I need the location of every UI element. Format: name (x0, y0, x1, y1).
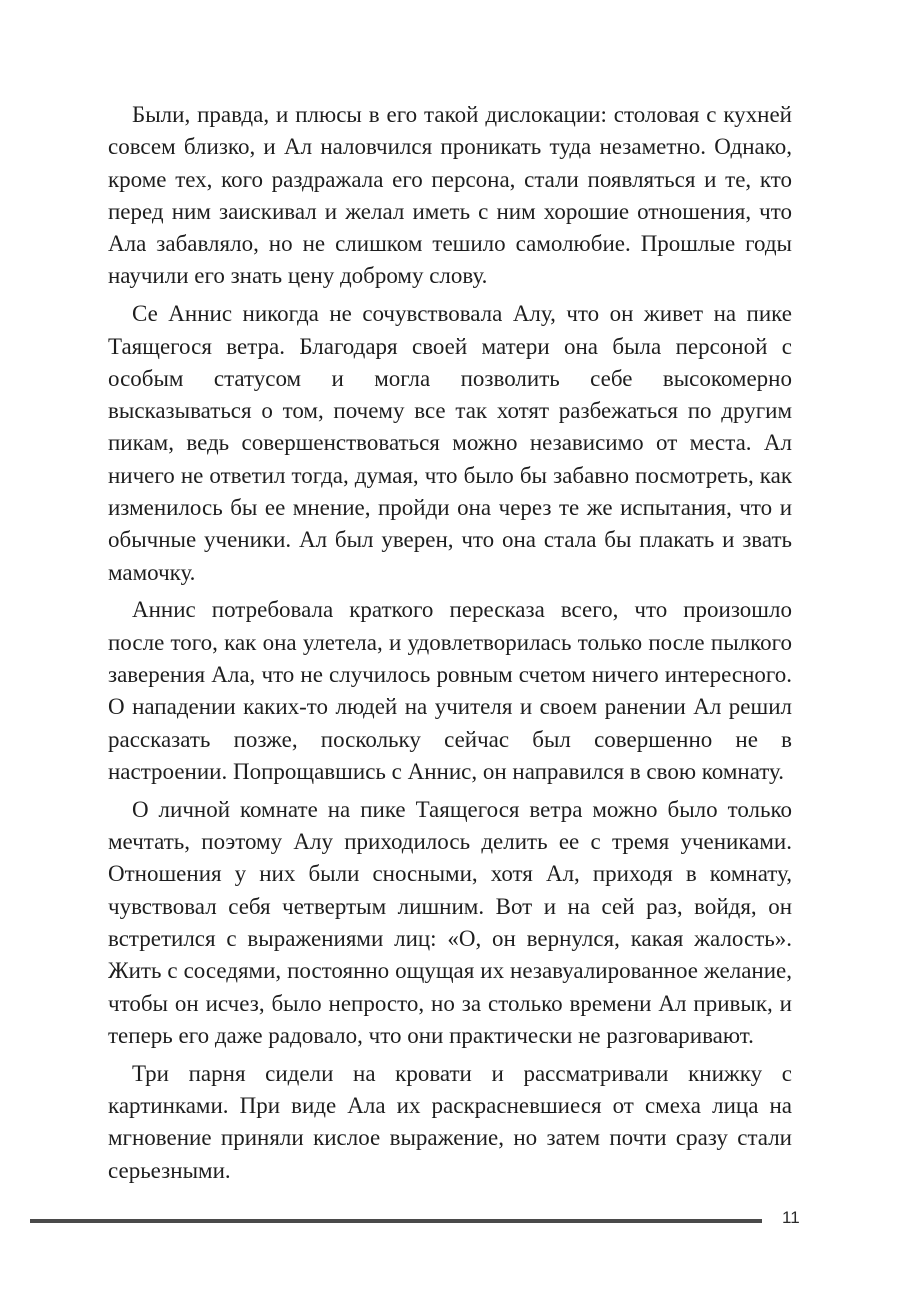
footer-rule (30, 1219, 762, 1223)
body-text (108, 99, 792, 1192)
paragraph-4: О личной комнате на пике Таящегося ветра можно было только мечтать, поэтому Алу приходилось делить ее с тремя учениками. Отношения у них были сносными, хотя Ал, приходя в комнату, чувствовал себя четвертым лишним. Вот и на сей раз, войдя, он встретился с выражениями лиц: «О, он вернулся, какая жалость». Жить с соседями, постоянно ощущая их незавуалированное желание, чтобы он исчез, было непросто, но за столько времени Ал привык, и теперь его даже радовало, что они практически не разговаривают. (108, 796, 792, 1048)
paragraph-3: Аннис потребовала краткого пересказа всего, что произошло после того, как она улетела, и удовлетворилась только после пылкого заверения Ала, что не случилось ровным счетом ничего интересного. О нападении каких-то людей на учителя и своем ранении Ал решил рассказать позже, поскольку сейчас был совершенно не в настроении. Попрощавшись с Аннис, он направился в свою комнату. (108, 597, 792, 784)
page-number: 11 (782, 1208, 800, 1227)
paragraph-5: Три парня сидели на кровати и рассматривали книжку с картинками. При виде Ала их раскрасневшиеся от смеха лица на мгновение приняли кислое выражение, но затем почти сразу стали серьезными. (108, 1060, 792, 1183)
paragraph-2: Се Аннис никогда не сочувствовала Алу, что он живет на пике Таящегося ветра. Благодаря своей матери она была персоной с особым статусом и могла позволить себе высокомерно высказываться о том, почему все так хотят разбежаться по другим пикам, ведь совершенствоваться можно независимо от места. Ал ничего не ответил тогда, думая, что было бы забавно посмотреть, как изменилось бы ее мнение, пройди она через те же испытания, что и обычные ученики. Ал был уверен, что она стала бы плакать и звать мамочку. (108, 301, 792, 585)
paragraph-1: Были, правда, и плюсы в его такой дислокации: столовая с кухней совсем близко, и Ал наловчился проникать туда незаметно. Однако, кроме тех, кого раздражала его персона, стали появляться и те, кто перед ним заискивал и желал иметь с ним хорошие отношения, что Ала забавляло, но не слишком тешило самолюбие. Прошлые годы научили его знать цену доброму слову. (108, 102, 792, 289)
